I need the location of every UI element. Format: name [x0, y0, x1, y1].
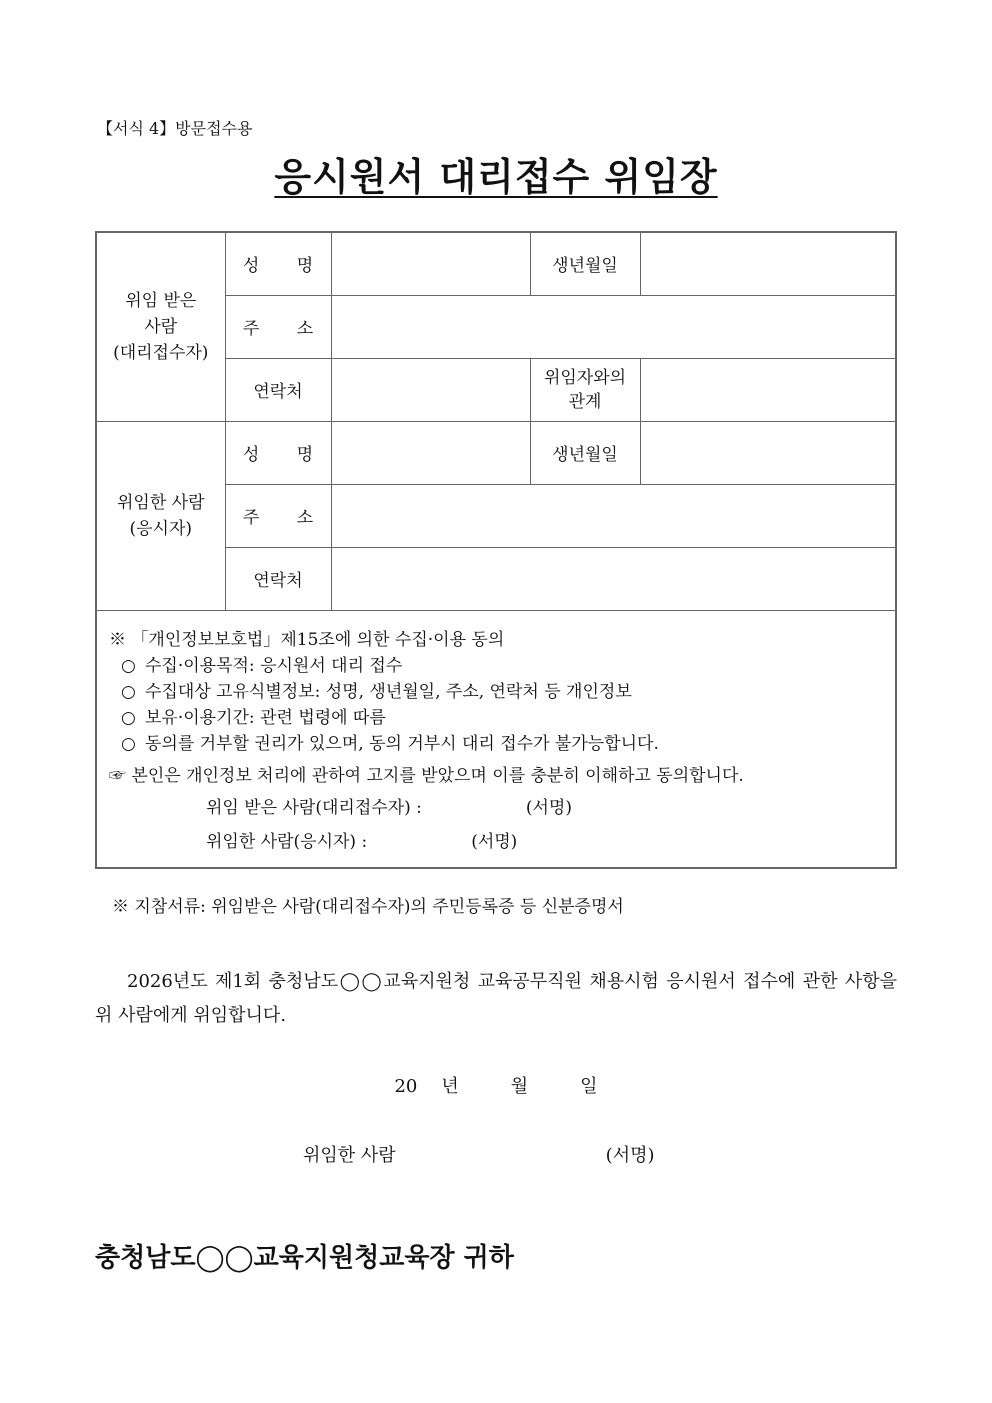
applicant-group-label-line1: 위임한 사람 [116, 492, 205, 513]
date-year-prefix: 20 [394, 1076, 418, 1097]
proxy-contact-label: 연락처 [225, 358, 331, 421]
proxy-address-label: 주 소 [225, 295, 331, 358]
document-title [0, 146, 992, 201]
date-month-label: 월 [510, 1076, 529, 1097]
date-line[interactable] [0, 1072, 992, 1098]
delegation-statement: 2026년도 제1회 충청남도◯◯교육지원청 교육공무직원 채용시험 응시원서 접수에 관한 사항을 위 사람에게 위임합니다. [95, 971, 897, 1026]
proxy-group-label [96, 232, 225, 421]
circle-bullet-icon: ○ [121, 681, 136, 702]
delegator-signature-line[interactable] [303, 1141, 655, 1167]
proxy-signature-line[interactable] [109, 795, 887, 821]
applicant-birth-label: 생년월일 [530, 421, 640, 484]
applicant-name-label: 성 명 [225, 421, 331, 484]
proxy-group-label-line3: (대리접수자) [113, 342, 209, 363]
proxy-signature-label: 위임 받은 사람(대리접수자) : [206, 797, 422, 818]
applicant-group-label [96, 421, 225, 610]
proxy-signature-mark: (서명) [525, 797, 572, 818]
required-documents-note: ※ 지참서류: 위임받은 사람(대리접수자)의 주민등록증 등 신분증명서 [112, 897, 624, 917]
delegator-signature-mark: (서명) [605, 1145, 655, 1166]
proxy-address-field[interactable] [331, 295, 896, 358]
applicant-signature-line[interactable] [109, 829, 887, 855]
consent-agreement: ☞ 본인은 개인정보 처리에 관하여 고지를 받았으며 이를 충분히 이해하고 동의합니다. [109, 765, 744, 786]
delegator-label: 위임한 사람 [303, 1145, 396, 1166]
consent-item [109, 731, 887, 757]
date-day-label: 일 [580, 1076, 598, 1097]
applicant-group-label-line2: (응시자) [129, 518, 193, 539]
applicant-address-field[interactable] [331, 484, 896, 547]
form-code: 【서식 4】방문접수용 [97, 119, 253, 138]
applicant-birth-field[interactable] [640, 421, 896, 484]
consent-item-text: 수집·이용목적: 응시원서 대리 접수 [145, 655, 403, 676]
delegation-form-table [95, 231, 897, 869]
applicant-contact-field[interactable] [331, 547, 896, 610]
consent-item [109, 653, 887, 679]
consent-item-text: 수집대상 고유식별정보: 성명, 생년월일, 주소, 연락처 등 개인정보 [145, 681, 632, 702]
consent-item [109, 679, 887, 705]
proxy-birth-label: 생년월일 [530, 232, 640, 295]
proxy-relation-field[interactable] [640, 358, 896, 421]
consent-section [96, 610, 896, 868]
proxy-group-label-line1: 위임 받은 [125, 290, 197, 311]
proxy-relation-label [530, 358, 640, 421]
proxy-contact-field[interactable] [331, 358, 530, 421]
consent-item [109, 705, 887, 731]
proxy-name-field[interactable] [331, 232, 530, 295]
proxy-group-label-line2: 사람 [144, 316, 178, 337]
applicant-contact-label: 연락처 [225, 547, 331, 610]
addressee: 충청남도◯◯교육지원청교육장 귀하 [95, 1243, 514, 1273]
proxy-name-label: 성 명 [225, 232, 331, 295]
consent-heading: ※ 「개인정보보호법」제15조에 의한 수집·이용 동의 [109, 629, 505, 650]
applicant-signature-mark: (서명) [471, 831, 518, 852]
proxy-relation-label-line1: 위임자와의 [543, 367, 627, 388]
title-text: 응시원서 대리접수 위임장 [274, 155, 718, 199]
applicant-address-label: 주 소 [225, 484, 331, 547]
proxy-birth-field[interactable] [640, 232, 896, 295]
date-year-label: 년 [441, 1076, 459, 1097]
applicant-name-field[interactable] [331, 421, 530, 484]
circle-bullet-icon: ○ [121, 655, 136, 676]
applicant-signature-label: 위임한 사람(응시자) : [206, 831, 368, 852]
consent-item-text: 동의를 거부할 권리가 있으며, 동의 거부시 대리 접수가 불가능합니다. [145, 733, 659, 754]
circle-bullet-icon: ○ [121, 733, 136, 754]
proxy-relation-label-line2: 관계 [568, 391, 602, 412]
consent-item-text: 보유·이용기간: 관련 법령에 따름 [145, 707, 386, 728]
circle-bullet-icon: ○ [121, 707, 136, 728]
